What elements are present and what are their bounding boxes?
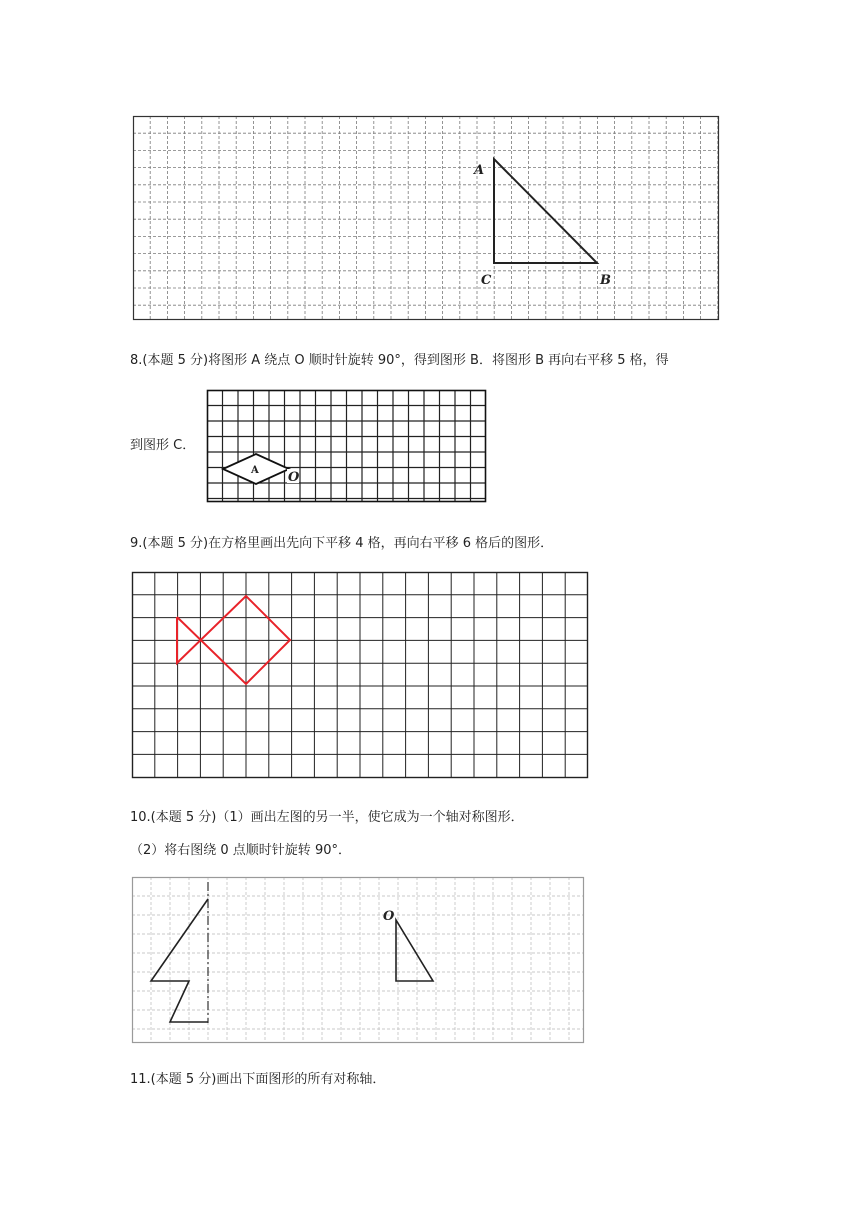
grid-border [134, 117, 719, 320]
q10-grid-figure [132, 877, 584, 1043]
vertex-b-label: B [600, 273, 611, 288]
q10-grid [132, 877, 584, 1043]
q9-grid [132, 572, 588, 778]
q10-text-line1: 10.(本题 5 分)（1）画出左图的另一半，使它成为一个轴对称图形． [130, 810, 524, 825]
vertex-a-label: A [474, 163, 485, 178]
q9-text: 9.(本题 5 分)在方格里画出先向下平移 4 格，再向右平移 6 格后的图形． [130, 536, 554, 551]
point-o-label: O [288, 470, 300, 485]
triangle-grid-figure [133, 116, 719, 320]
q10-grid-border [133, 878, 584, 1043]
point-o-label-q10: O [383, 909, 395, 924]
q10-text-line2: （2）将右图绕 0 点顺时针旋转 90°． [130, 843, 351, 858]
half-figure [151, 899, 208, 1022]
q8-grid [207, 390, 486, 502]
q8-text-line2: 到图形 C． [130, 438, 196, 453]
q9-grid-figure [132, 572, 588, 778]
vertex-c-label: C [481, 273, 492, 288]
q8-grid-figure [207, 390, 486, 502]
shape-a-label: A [251, 465, 259, 476]
q11-text: 11.(本题 5 分)画出下面图形的所有对称轴． [130, 1072, 386, 1087]
q8-text-line1: 8.(本题 5 分)将图形 A 绕点 O 顺时针旋转 90°，得到图形 B．将图形 B 再向右平移 5 格，得 [130, 353, 669, 368]
dashed-grid [133, 116, 719, 320]
